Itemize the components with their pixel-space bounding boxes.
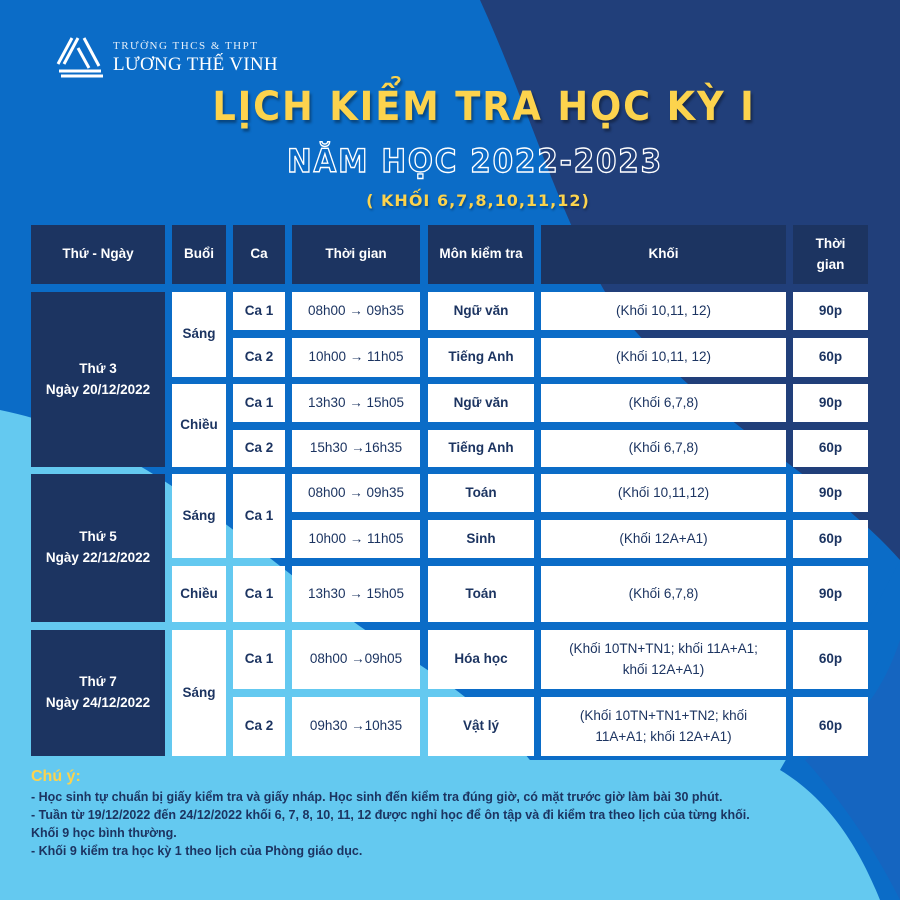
time-cell: 10h00 → 11h05: [292, 338, 420, 377]
date-label: Ngày 24/12/2022: [45, 695, 151, 710]
page-title: LỊCH KIỂM TRA HỌC KỲ I: [212, 84, 756, 130]
column-header-subject: Môn kiểm tra: [428, 225, 534, 284]
shift-cell: Ca 1: [233, 566, 285, 622]
duration-cell: 90p: [793, 384, 868, 422]
session-cell: Sáng: [172, 630, 226, 756]
grade-cell: (Khối 10TN+TN1; khối 11A+A1; khối 12A+A1): [541, 630, 786, 689]
shift-cell: Ca 2: [233, 697, 285, 756]
duration-cell: 60p: [793, 430, 868, 467]
notes-title: Chú ý:: [31, 768, 81, 785]
duration-cell: 90p: [793, 292, 868, 330]
duration-cell: 60p: [793, 520, 868, 558]
day-cell-thu3: [31, 292, 165, 467]
subject-cell: Toán: [428, 566, 534, 622]
shift-cell: Ca 1: [233, 630, 285, 689]
day-label: Thứ 5: [79, 529, 117, 545]
day-label: Thứ 7: [79, 674, 117, 690]
time-cell: 13h30 → 15h05: [292, 566, 420, 622]
grade-cell: (Khối 10,11, 12): [541, 338, 786, 377]
duration-cell: 90p: [793, 566, 868, 622]
session-cell: Sáng: [172, 292, 226, 377]
subject-cell: Vật lý: [428, 697, 534, 756]
grade-cell: (Khối 6,7,8): [541, 384, 786, 422]
subject-cell: Toán: [428, 474, 534, 512]
time-cell: 10h00 → 11h05: [292, 520, 420, 558]
shift-cell: Ca 1: [233, 474, 285, 558]
grade-cell: (Khối 10,11,12): [541, 474, 786, 512]
logo-school-type: TRƯỜNG THCS & THPT: [113, 39, 259, 52]
grades-subtitle: ( KHỐI 6,7,8,10,11,12): [366, 191, 590, 210]
notes-section: [31, 768, 791, 860]
subject-cell: Hóa học: [428, 630, 534, 689]
grade-cell: (Khối 12A+A1): [541, 520, 786, 558]
session-cell: Chiều: [172, 384, 226, 467]
column-header-day: Thứ - Ngày: [31, 225, 165, 284]
day-cell-thu7: [31, 630, 165, 756]
column-header-shift: Ca: [233, 225, 285, 284]
time-cell: 08h00 → 09h35: [292, 292, 420, 330]
grade-cell: (Khối 6,7,8): [541, 566, 786, 622]
day-label: Thứ 3: [79, 360, 117, 376]
day-cell-thu5: [31, 474, 165, 622]
time-cell: 13h30 → 15h05: [292, 384, 420, 422]
date-label: Ngày 20/12/2022: [45, 381, 151, 397]
time-cell: 08h00 → 09h35: [292, 474, 420, 512]
column-header-session: Buổi: [172, 225, 226, 284]
duration-cell: 60p: [793, 697, 868, 756]
column-header-duration: Thời gian: [793, 225, 868, 284]
school-logo: [55, 36, 278, 78]
shift-cell: Ca 1: [233, 384, 285, 422]
subject-cell: Tiếng Anh: [428, 338, 534, 377]
time-cell: 09h30 →10h35: [292, 697, 420, 756]
note-item: - Tuần từ 19/12/2022 đến 24/12/2022 khối 6, 7, 8, 10, 11, 12 được nghỉ học để ôn tập và đi kiểm tra theo lịch của từng khối. Khối 9 học bình thường.: [31, 808, 750, 840]
note-item: - Khối 9 kiểm tra học kỳ 1 theo lịch của Phòng giáo dục.: [31, 844, 363, 858]
column-header-grade: Khối: [541, 225, 786, 284]
date-label: Ngày 22/12/2022: [45, 550, 151, 565]
grade-cell: (Khối 6,7,8): [541, 430, 786, 467]
shift-cell: Ca 1: [233, 292, 285, 330]
shift-cell: Ca 2: [233, 338, 285, 377]
grade-cell: (Khối 10TN+TN1+TN2; khối 11A+A1; khối 12A+A1): [541, 697, 786, 756]
shift-cell: Ca 2: [233, 430, 285, 467]
duration-cell: 60p: [793, 630, 868, 689]
grade-cell: (Khối 10,11, 12): [541, 292, 786, 330]
logo-school-name: LƯƠNG THẾ VINH: [113, 53, 278, 75]
session-cell: Chiều: [172, 566, 226, 622]
duration-cell: 90p: [793, 474, 868, 512]
school-year-subtitle: NĂM HỌC 2022-2023: [287, 142, 663, 180]
session-cell: Sáng: [172, 474, 226, 558]
subject-cell: Tiếng Anh: [428, 430, 534, 467]
time-cell: 15h30 →16h35: [292, 430, 420, 467]
time-cell: 08h00 →09h05: [292, 630, 420, 689]
column-header-time: Thời gian: [292, 225, 420, 284]
subject-cell: Ngữ văn: [428, 292, 534, 330]
note-item: - Học sinh tự chuẩn bị giấy kiểm tra và giấy nháp. Học sinh đến kiểm tra đúng giờ, có mặt trước giờ làm bài 30 phút.: [31, 790, 723, 804]
triangle-logo-icon: [55, 36, 105, 78]
duration-cell: 60p: [793, 338, 868, 377]
subject-cell: Ngữ văn: [428, 384, 534, 422]
subject-cell: Sinh: [428, 520, 534, 558]
